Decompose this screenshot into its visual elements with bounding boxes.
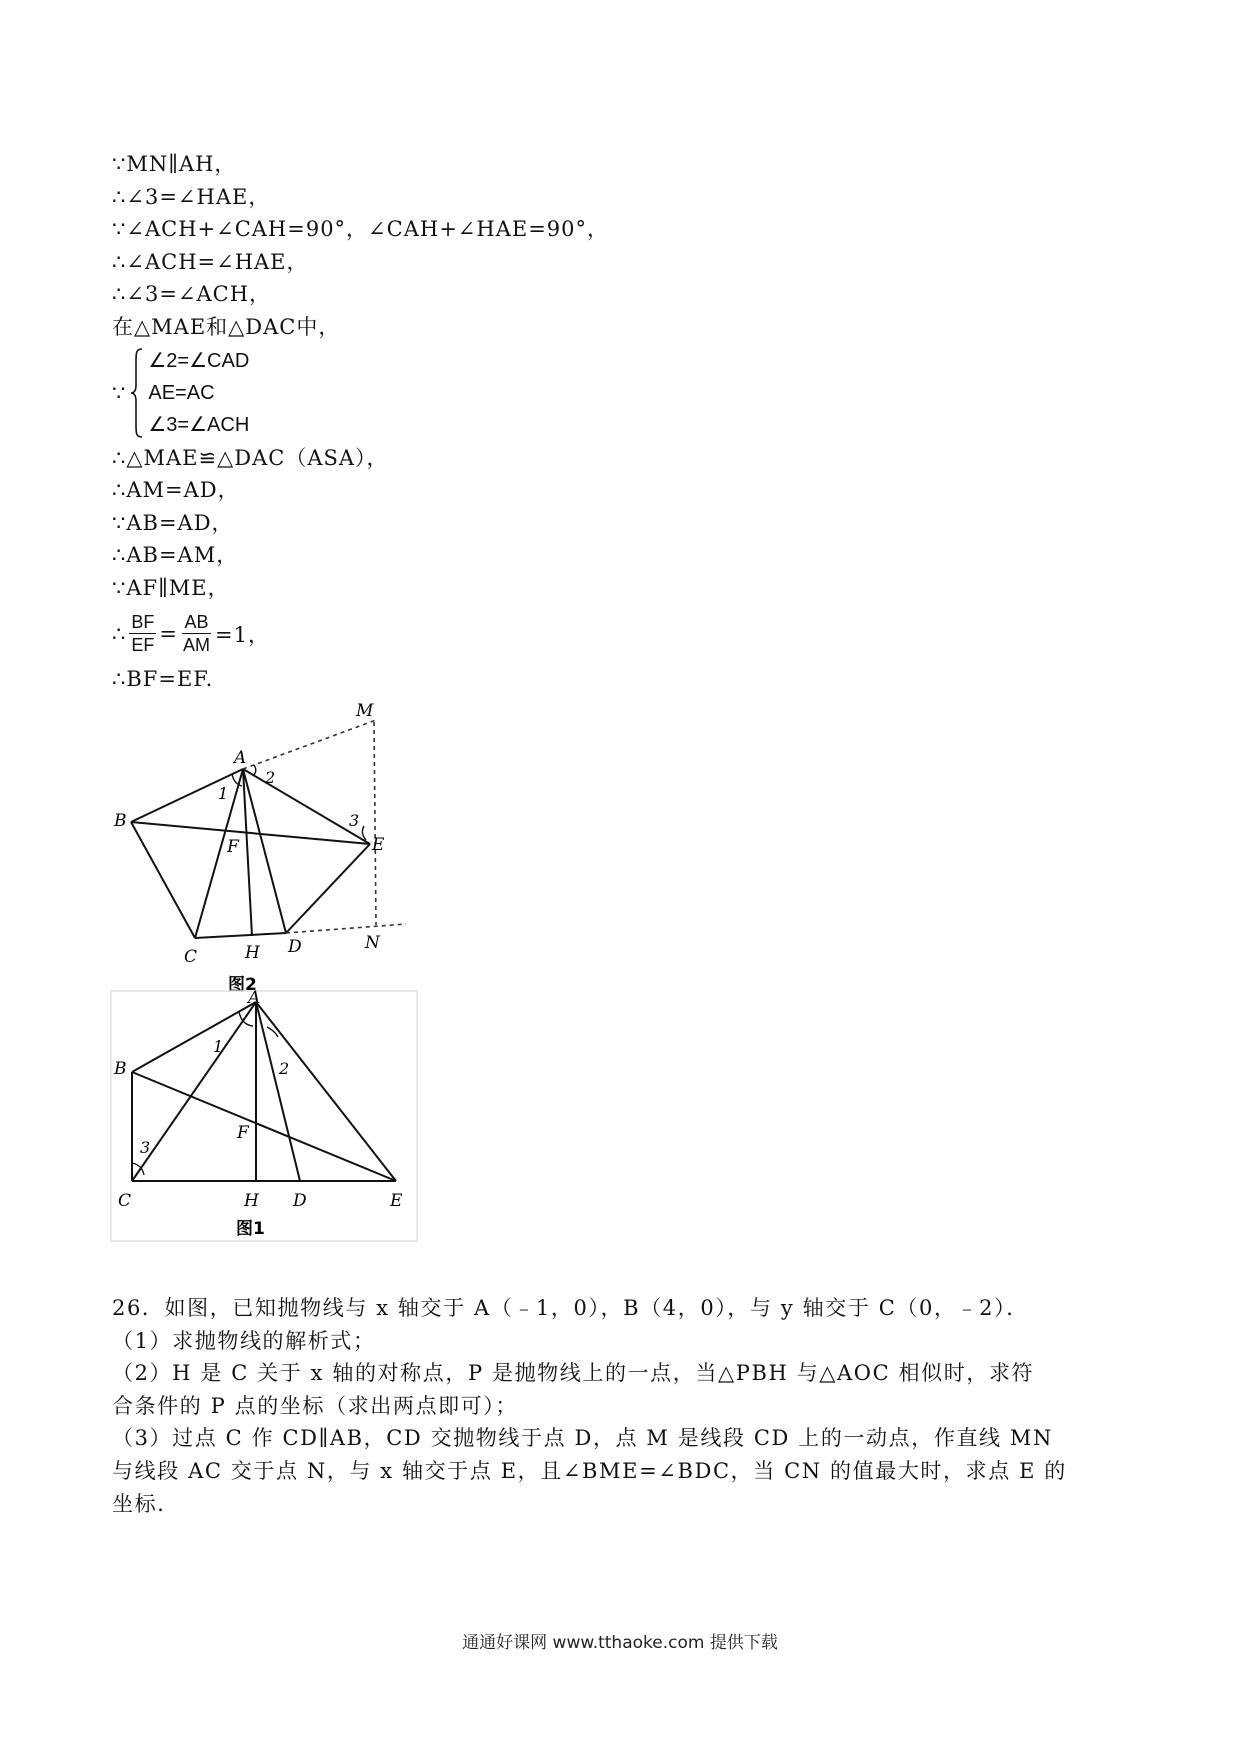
segment-bc <box>131 822 195 938</box>
label-angle-3: 3 <box>349 811 360 830</box>
condition-line: ∠2=∠CAD <box>148 349 250 372</box>
figure-1-caption: 图1 <box>236 1219 265 1239</box>
segment-be <box>131 822 370 844</box>
label-c: C <box>184 947 198 967</box>
because-symbol: ∵ <box>112 380 127 405</box>
question-part-3-cont: 与线段 AC 交于点 N，与 x 轴交于点 E，且∠BME=∠BDC，当 CN 的值最大时，求点 E 的 <box>112 1458 1067 1483</box>
segment-ah <box>243 769 252 936</box>
label-angle-2: 2 <box>279 1059 290 1078</box>
dashed-mn <box>374 722 376 925</box>
fraction-line <box>112 605 1012 663</box>
segment-ab <box>132 1002 256 1072</box>
label-d: D <box>288 937 302 957</box>
proof-line: ∴BF=EF. <box>112 666 214 691</box>
proof-line: ∵AB=AD， <box>112 510 234 535</box>
question-part-1: （1）求抛物线的解析式； <box>112 1328 376 1353</box>
figure-1-frame <box>111 991 417 1241</box>
proof-line: ∵AF∥ME， <box>112 575 230 600</box>
proof-line: 在△MAE和△DAC中， <box>112 314 341 339</box>
proof-line: ∴AB=AM， <box>112 543 239 568</box>
dashed-am <box>243 720 376 769</box>
segment-de <box>286 844 370 933</box>
fraction-numerator: BF <box>131 612 155 633</box>
label-e: E <box>390 1191 403 1211</box>
question-part-3: （3）过点 C 作 CD∥AB，CD 交抛物线于点 D，点 M 是线段 CD 上的一动点，作直线 MN <box>112 1426 1054 1451</box>
label-d: D <box>293 1191 307 1211</box>
segment-ac <box>132 1002 256 1181</box>
label-angle-1: 1 <box>218 784 229 803</box>
label-e: E <box>372 835 385 855</box>
proof-line: ∵MN∥AH， <box>112 152 237 176</box>
label-h: H <box>244 1191 259 1211</box>
proof-line: ∵∠ACH+∠CAH=90°，∠CAH+∠HAE=90°， <box>112 217 610 242</box>
proof-line: ∴∠3=∠HAE， <box>112 184 271 209</box>
label-angle-1: 1 <box>213 1037 224 1056</box>
figure-2-caption: 图2 <box>228 975 257 995</box>
fraction-ab-am <box>181 611 212 656</box>
proof-line: ∴∠3=∠ACH， <box>112 282 272 307</box>
condition-line: ∠3=∠ACH <box>148 413 250 436</box>
question-stem: 26．如图，已知抛物线与 x 轴交于 A（﹣1，0），B（4，0），与 y 轴交于 C（0，﹣2）． <box>112 1296 1029 1320</box>
fraction-bf-ef <box>129 611 156 656</box>
segment-cd <box>195 933 286 938</box>
label-c: C <box>118 1191 132 1211</box>
label-angle-2: 2 <box>265 768 276 787</box>
question-part-2-cont: 合条件的 P 点的坐标（求出两点即可）； <box>112 1393 518 1418</box>
fraction-result: =1， <box>215 622 270 647</box>
label-b: B <box>114 811 127 831</box>
question-part-2: （2）H 是 C 关于 x 轴的对称点，P 是抛物线上的一点，当△PBH 与△AOC 相似时，求符 <box>112 1361 1035 1386</box>
dashed-dn <box>286 924 406 933</box>
fraction-denominator: AM <box>183 635 210 656</box>
left-brace-icon <box>130 347 144 439</box>
question-26 <box>112 1292 1132 1520</box>
segment-ae <box>243 769 370 844</box>
therefore-symbol: ∴ <box>112 621 127 646</box>
proof-line: ∴AM=AD， <box>112 478 240 503</box>
condition-line: AE=AC <box>148 381 215 404</box>
fraction-numerator: AB <box>184 612 209 633</box>
fraction-denominator: EF <box>131 635 155 656</box>
label-b: B <box>114 1059 127 1079</box>
page-footer: 通通好课网 www.tthaoke.com 提供下载 <box>462 1633 778 1653</box>
proof-text <box>112 148 1012 695</box>
label-m: M <box>356 701 374 721</box>
segment-be <box>132 1072 396 1181</box>
label-angle-3: 3 <box>140 1138 151 1157</box>
label-f: F <box>227 837 239 857</box>
label-a: A <box>234 748 247 768</box>
question-part-3-end: 坐标． <box>112 1491 180 1516</box>
label-n: N <box>365 933 380 953</box>
proof-line: ∴∠ACH=∠HAE， <box>112 249 309 274</box>
angle-3-arc <box>362 826 366 840</box>
equals-sign: = <box>159 621 178 646</box>
figure-2 <box>110 700 430 1000</box>
label-f: F <box>237 1123 249 1143</box>
proof-line: ∴△MAE≌△DAC（ASA）， <box>112 445 389 470</box>
label-a: A <box>248 990 261 1008</box>
condition-system <box>112 344 1012 442</box>
label-h: H <box>245 943 260 963</box>
figure-1 <box>110 990 420 1242</box>
segment-ad <box>243 769 286 933</box>
